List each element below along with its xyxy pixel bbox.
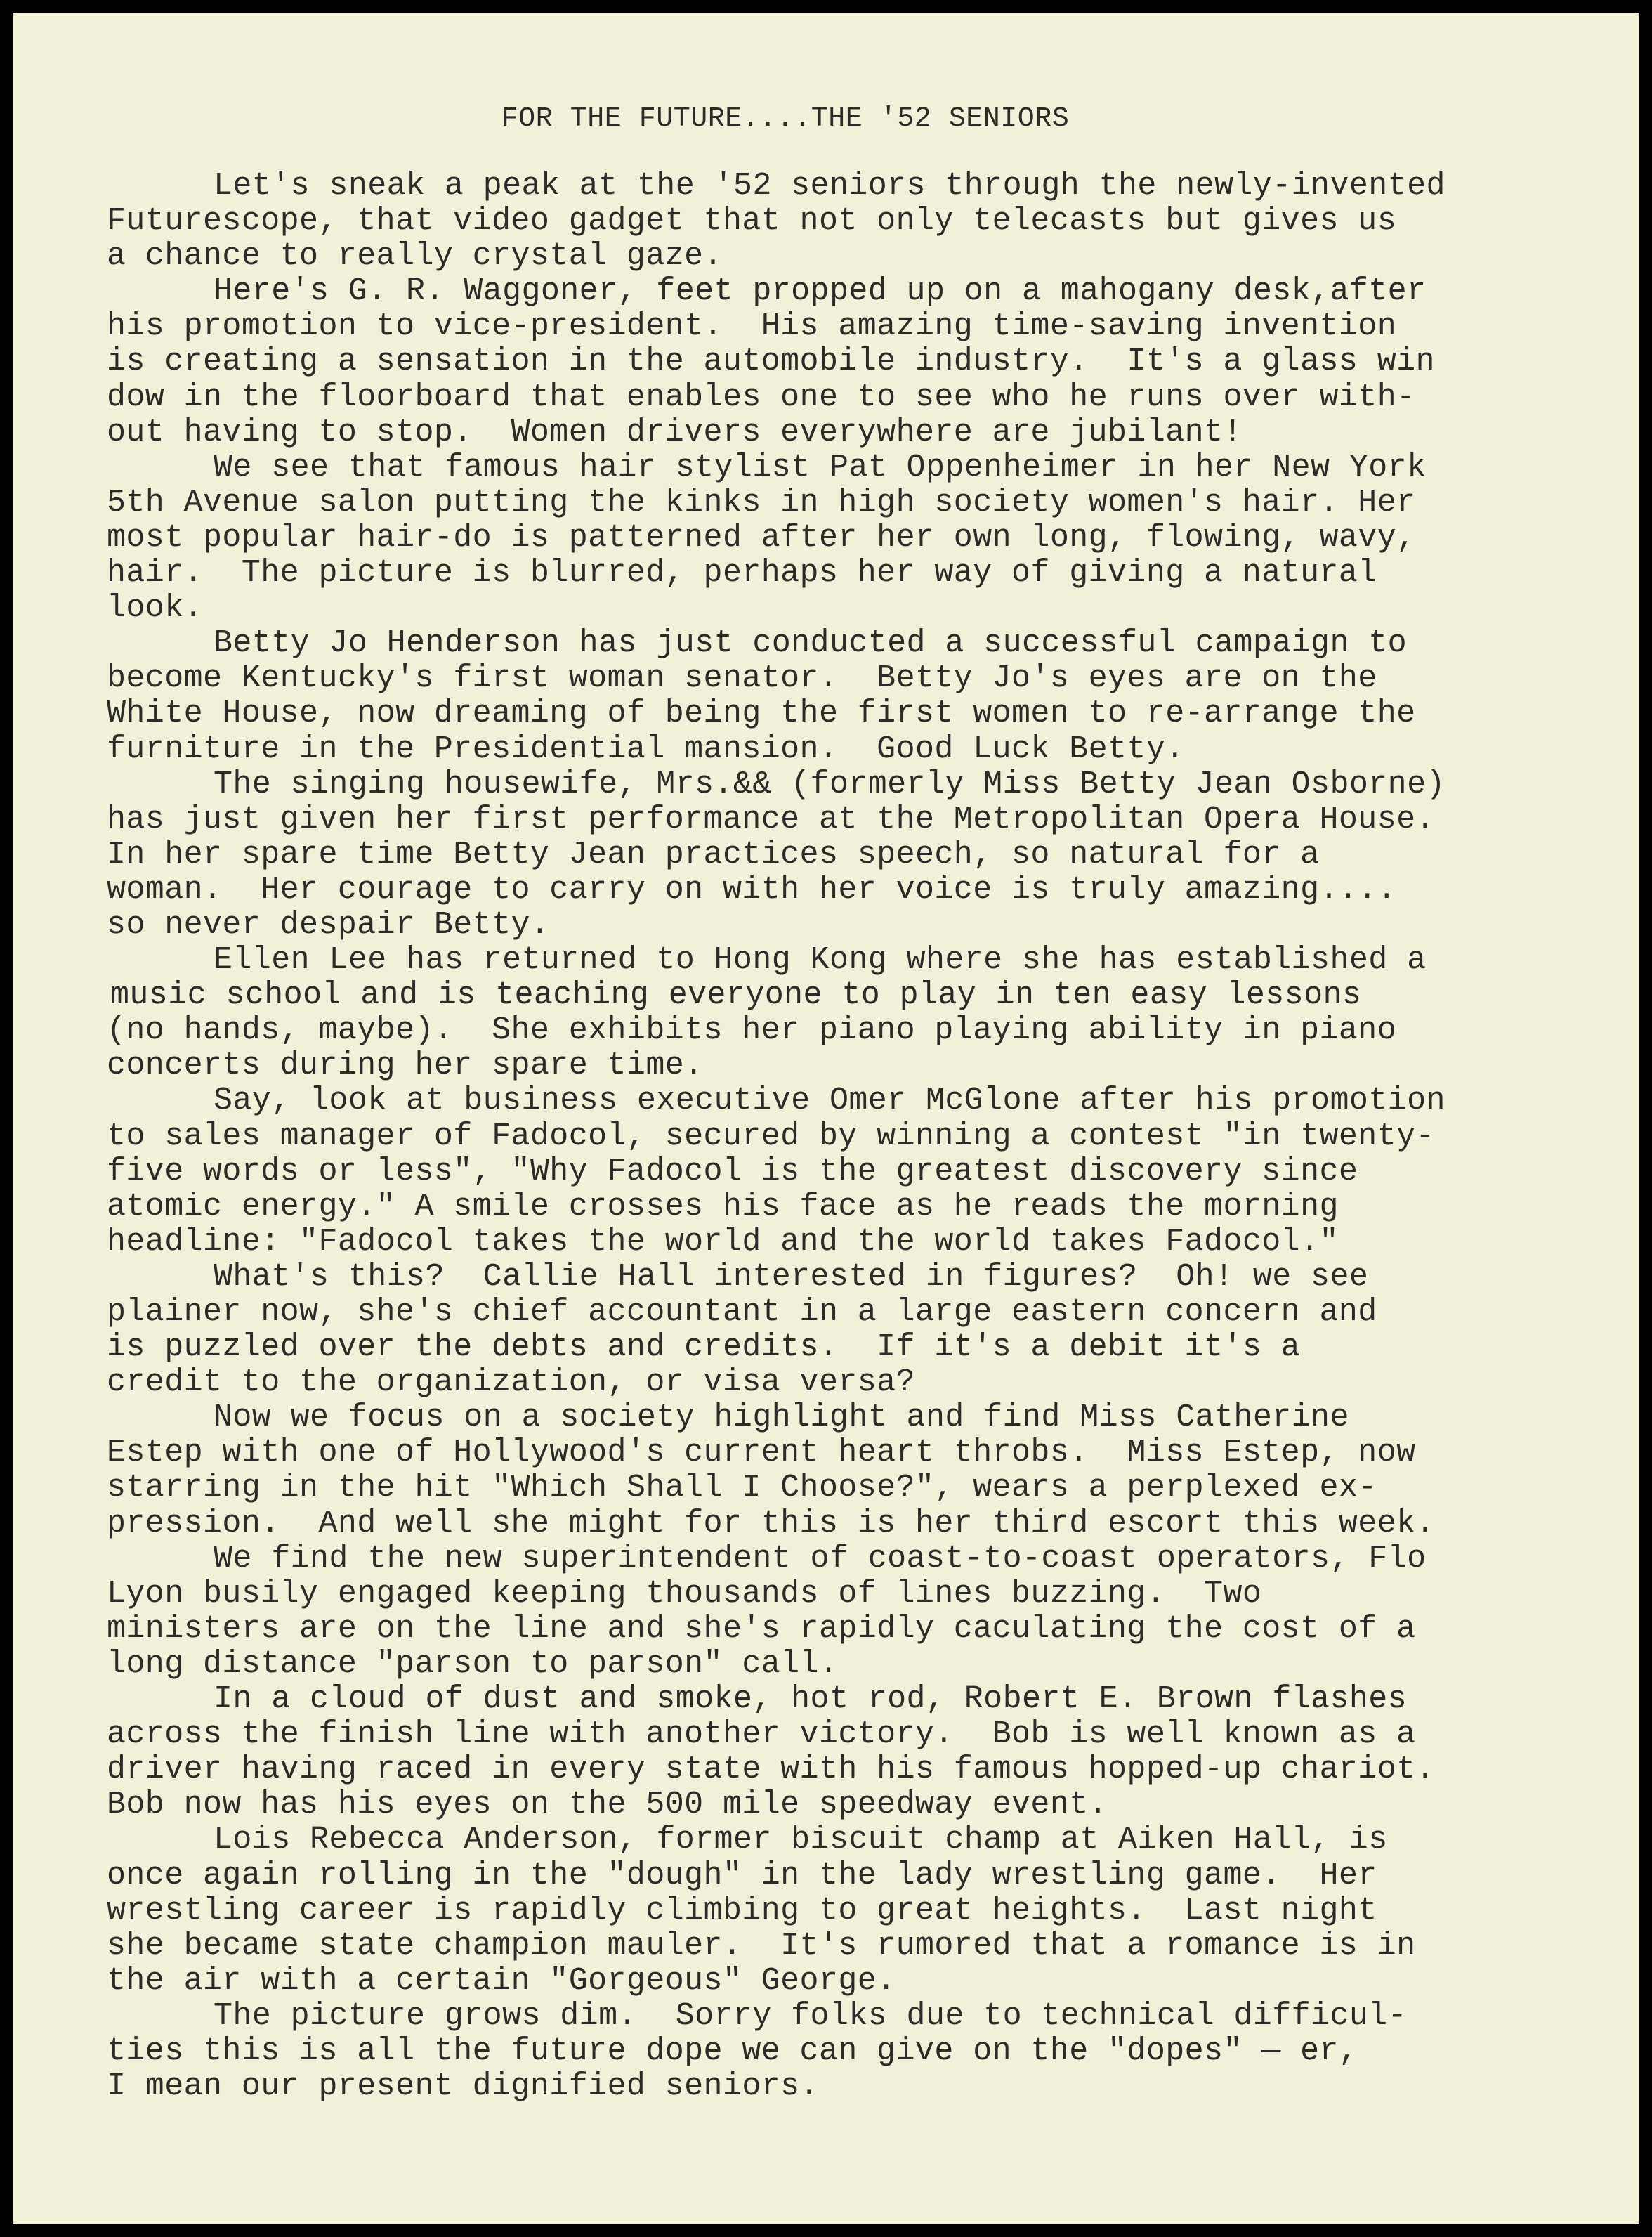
text-line: Betty Jo Henderson has just conducted a successful campaign to	[214, 625, 1408, 662]
text-line: ties this is all the future dope we can give on the "dopes" — er,	[107, 2033, 1358, 2069]
text-line: plainer now, she's chief accountant in a large eastern concern and	[107, 1294, 1377, 1330]
text-line: credit to the organization, or visa versa?	[107, 1364, 915, 1401]
text-line: Futurescope, that video gadget that not only telecasts but gives us	[107, 203, 1397, 240]
text-line: most popular hair-do is patterned after her own long, flowing, wavy,	[107, 519, 1416, 556]
text-line: The singing housewife, Mrs.&& (formerly Miss Betty Jean Osborne)	[214, 766, 1446, 802]
text-line: pression. And well she might for this is her third escort this week.	[107, 1505, 1435, 1541]
text-line: In a cloud of dust and smoke, hot rod, Robert E. Brown flashes	[214, 1681, 1408, 1718]
text-line: out having to stop. Women drivers everywhere are jubilant!	[107, 414, 1243, 450]
text-line: is creating a sensation in the automobile industry. It's a glass win	[107, 344, 1435, 380]
text-line: In her spare time Betty Jean practices speech, so natural for a	[107, 836, 1320, 873]
text-line: I mean our present dignified seniors.	[107, 2068, 819, 2105]
text-line: the air with a certain "Gorgeous" George.	[107, 1962, 896, 1999]
typewritten-page	[13, 13, 1639, 2224]
text-line: Estep with one of Hollywood's current heart throbs. Miss Estep, now	[107, 1435, 1416, 1471]
text-line: become Kentucky's first woman senator. Betty Jo's eyes are on the	[107, 660, 1377, 697]
text-line: Bob now has his eyes on the 500 mile speedway event.	[107, 1787, 1108, 1823]
text-line: Lyon busily engaged keeping thousands of lines buzzing. Two	[107, 1575, 1262, 1612]
text-line: dow in the floorboard that enables one to see who he runs over with-	[107, 379, 1416, 415]
text-line: music school and is teaching everyone to play in ten easy lessons	[110, 977, 1362, 1014]
text-line: hair. The picture is blurred, perhaps her way of giving a natural	[107, 555, 1377, 592]
text-line: woman. Her courage to carry on with her voice is truly amazing....	[107, 871, 1397, 908]
text-line: has just given her first performance at the Metropolitan Opera House.	[107, 801, 1435, 837]
text-line: We find the new superintendent of coast-to-coast operators, Flo	[214, 1540, 1427, 1577]
text-line: five words or less", "Why Fadocol is the greatest discovery since	[107, 1153, 1358, 1189]
text-line: headline: "Fadocol takes the world and the world takes Fadocol."	[107, 1223, 1339, 1260]
text-line: Lois Rebecca Anderson, former biscuit champ at Aiken Hall, is	[214, 1822, 1388, 1858]
text-line: White House, now dreaming of being the first women to re-arrange the	[107, 696, 1416, 732]
text-line: Ellen Lee has returned to Hong Kong where she has established a	[214, 942, 1427, 979]
text-line: across the finish line with another victory. Bob is well known as a	[107, 1716, 1416, 1753]
text-line: Let's sneak a peak at the '52 seniors through the newly-invented	[214, 168, 1446, 204]
text-line: What's this? Callie Hall interested in figures? Oh! we see	[214, 1258, 1369, 1295]
page-title: FOR THE FUTURE....THE '52 SENIORS	[501, 103, 1070, 135]
text-line: ministers are on the line and she's rapidly caculating the cost of a	[107, 1610, 1416, 1647]
text-line: to sales manager of Fadocol, secured by winning a contest "in twenty-	[107, 1118, 1435, 1154]
text-line: atomic energy." A smile crosses his face as he reads the morning	[107, 1188, 1339, 1225]
text-line: once again rolling in the "dough" in the lady wrestling game. Her	[107, 1857, 1377, 1893]
article-body	[107, 169, 1589, 2104]
text-line: The picture grows dim. Sorry folks due to technical difficul-	[214, 1997, 1408, 2034]
text-line: his promotion to vice-president. His amazing time-saving invention	[107, 308, 1397, 345]
text-line: she became state champion mauler. It's rumored that a romance is in	[107, 1927, 1416, 1964]
text-line: (no hands, maybe). She exhibits her piano playing ability in piano	[107, 1012, 1397, 1049]
text-line: Here's G. R. Waggoner, feet propped up on a mahogany desk,after	[214, 273, 1427, 310]
text-line: long distance "parson to parson" call.	[107, 1645, 839, 1682]
text-line: We see that famous hair stylist Pat Oppenheimer in her New York	[214, 449, 1427, 485]
text-line: is puzzled over the debts and credits. If it's a debit it's a	[107, 1329, 1301, 1366]
text-line: look.	[107, 590, 204, 627]
text-line: so never despair Betty.	[107, 906, 550, 943]
text-line: 5th Avenue salon putting the kinks in high society women's hair. Her	[107, 484, 1416, 521]
text-line: a chance to really crystal gaze.	[107, 238, 723, 275]
text-line: concerts during her spare time.	[107, 1048, 704, 1084]
text-line: wrestling career is rapidly climbing to great heights. Last night	[107, 1892, 1377, 1929]
text-line: starring in the hit "Which Shall I Choose?", wears a perplexed ex-	[107, 1470, 1377, 1506]
text-line: furniture in the Presidential mansion. Good Luck Betty.	[107, 731, 1185, 767]
text-line: driver having raced in every state with his famous hopped-up chariot.	[107, 1752, 1435, 1788]
text-line: Now we focus on a society highlight and find Miss Catherine	[214, 1400, 1349, 1436]
text-line: Say, look at business executive Omer McGlone after his promotion	[214, 1083, 1446, 1119]
